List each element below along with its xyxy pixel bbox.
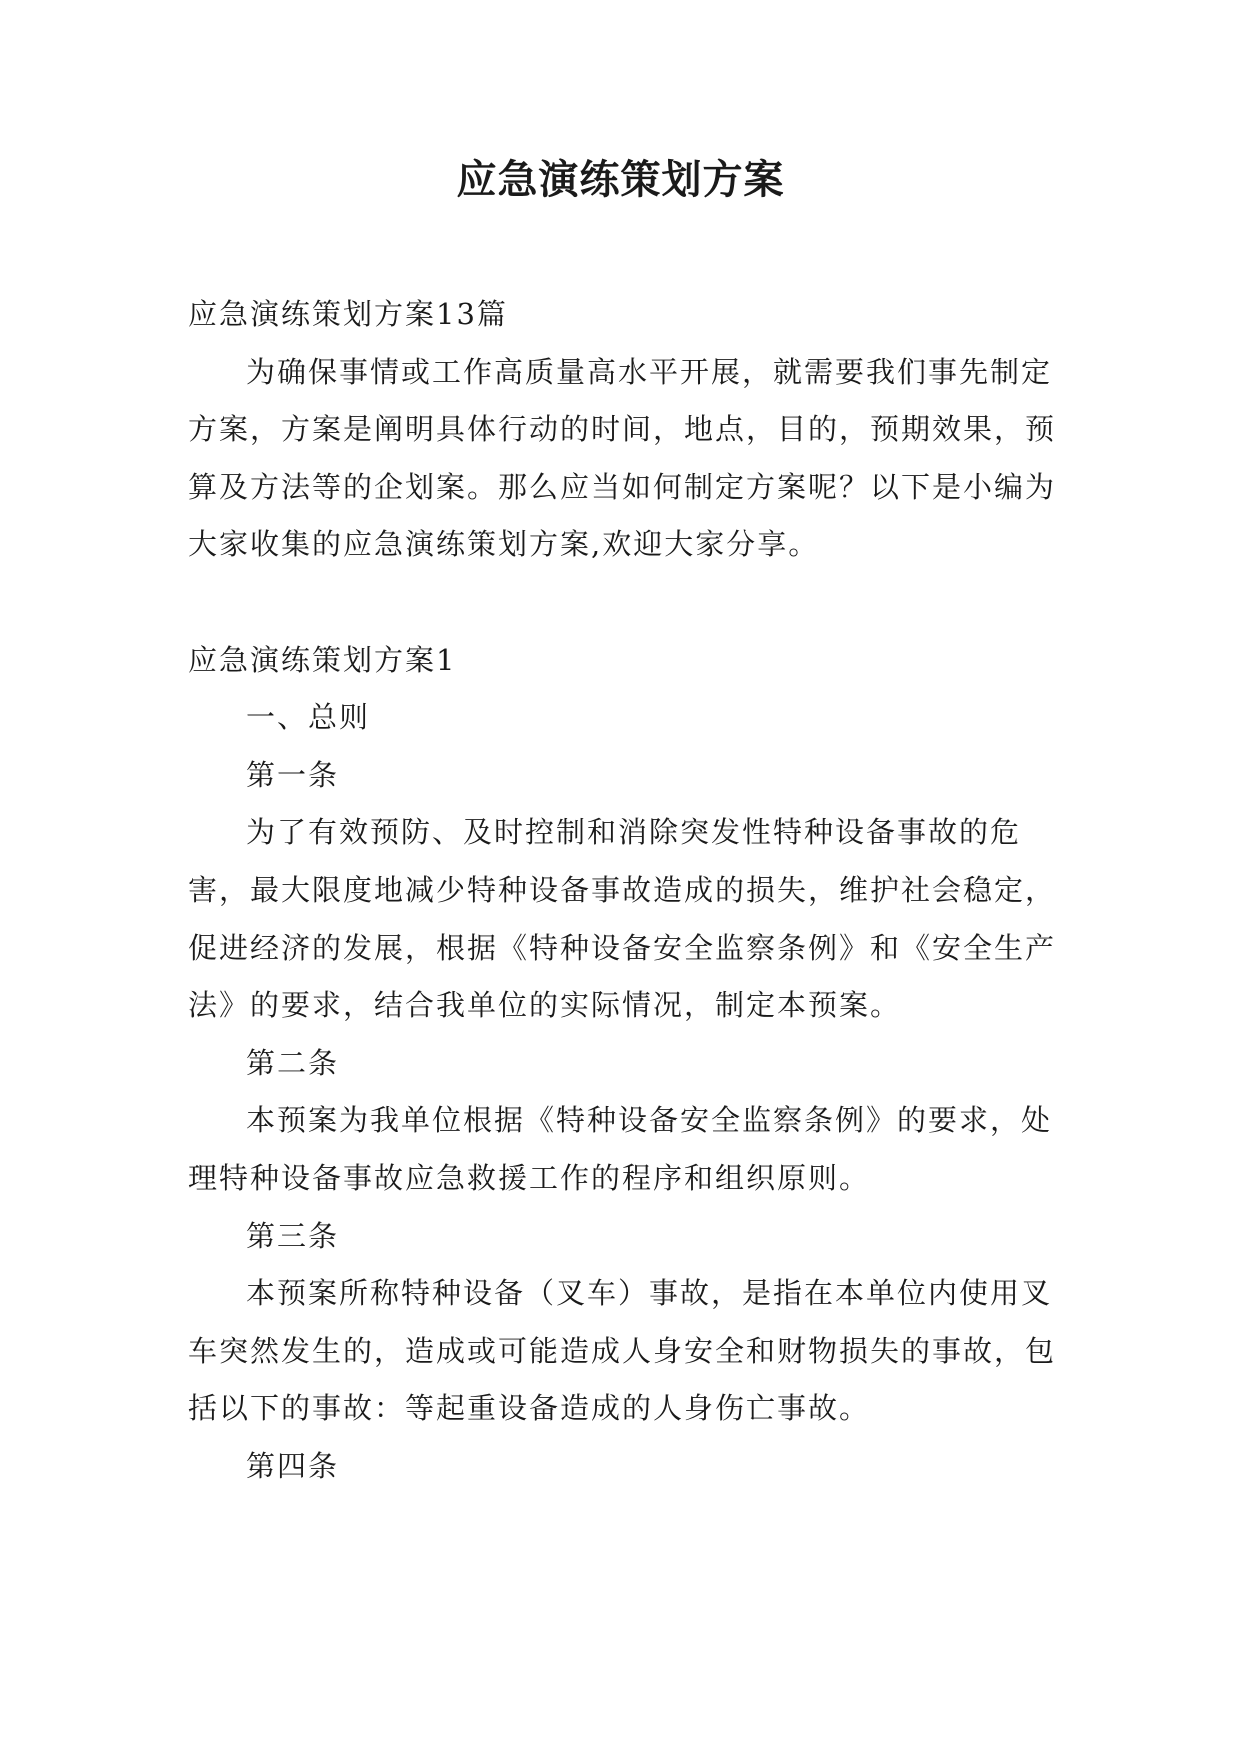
article-heading-4: 第四条 (246, 1448, 340, 1483)
document-title: 应急演练策划方案 (456, 156, 785, 203)
article-heading-3: 第三条 (246, 1218, 340, 1253)
article-paragraph-2: 本预案为我单位根据《特种设备安全监察条例》的要求，处理特种设备事故应急救援工作的程序和组织原则。 (188, 1103, 1053, 1195)
subtitle-line: 应急演练策划方案13篇 (188, 297, 508, 331)
article-paragraph-3: 本预案所称特种设备（叉车）事故，是指在本单位内使用叉车突然发生的，造成或可能造成人身安全和财物损失的事故，包括以下的事故：等起重设备造成的人身伤亡事故。 (188, 1276, 1057, 1426)
article-paragraph-1: 为了有效预防、及时控制和消除突发性特种设备事故的危害，最大限度地减少特种设备事故造成的损失，维护社会稳定，促进经济的发展，根据《特种设备安全监察条例》和《安全生产法》的要求，结合我单位的实际情况，制定本预案。 (188, 815, 1057, 1023)
chapter-heading: 一、总则 (246, 700, 371, 735)
document-body (188, 286, 1068, 1495)
article-heading-1: 第一条 (246, 757, 340, 792)
article-heading-2: 第二条 (246, 1045, 340, 1080)
section-heading: 应急演练策划方案1 (188, 642, 457, 677)
intro-paragraph: 为确保事情或工作高质量高水平开展，就需要我们事先制定方案，方案是阐明具体行动的时间，地点，目的，预期效果，预算及方法等的企划案。那么应当如何制定方案呢？以下是小编为大家收集的应急演练策划方案,欢迎大家分享。 (188, 354, 1057, 562)
